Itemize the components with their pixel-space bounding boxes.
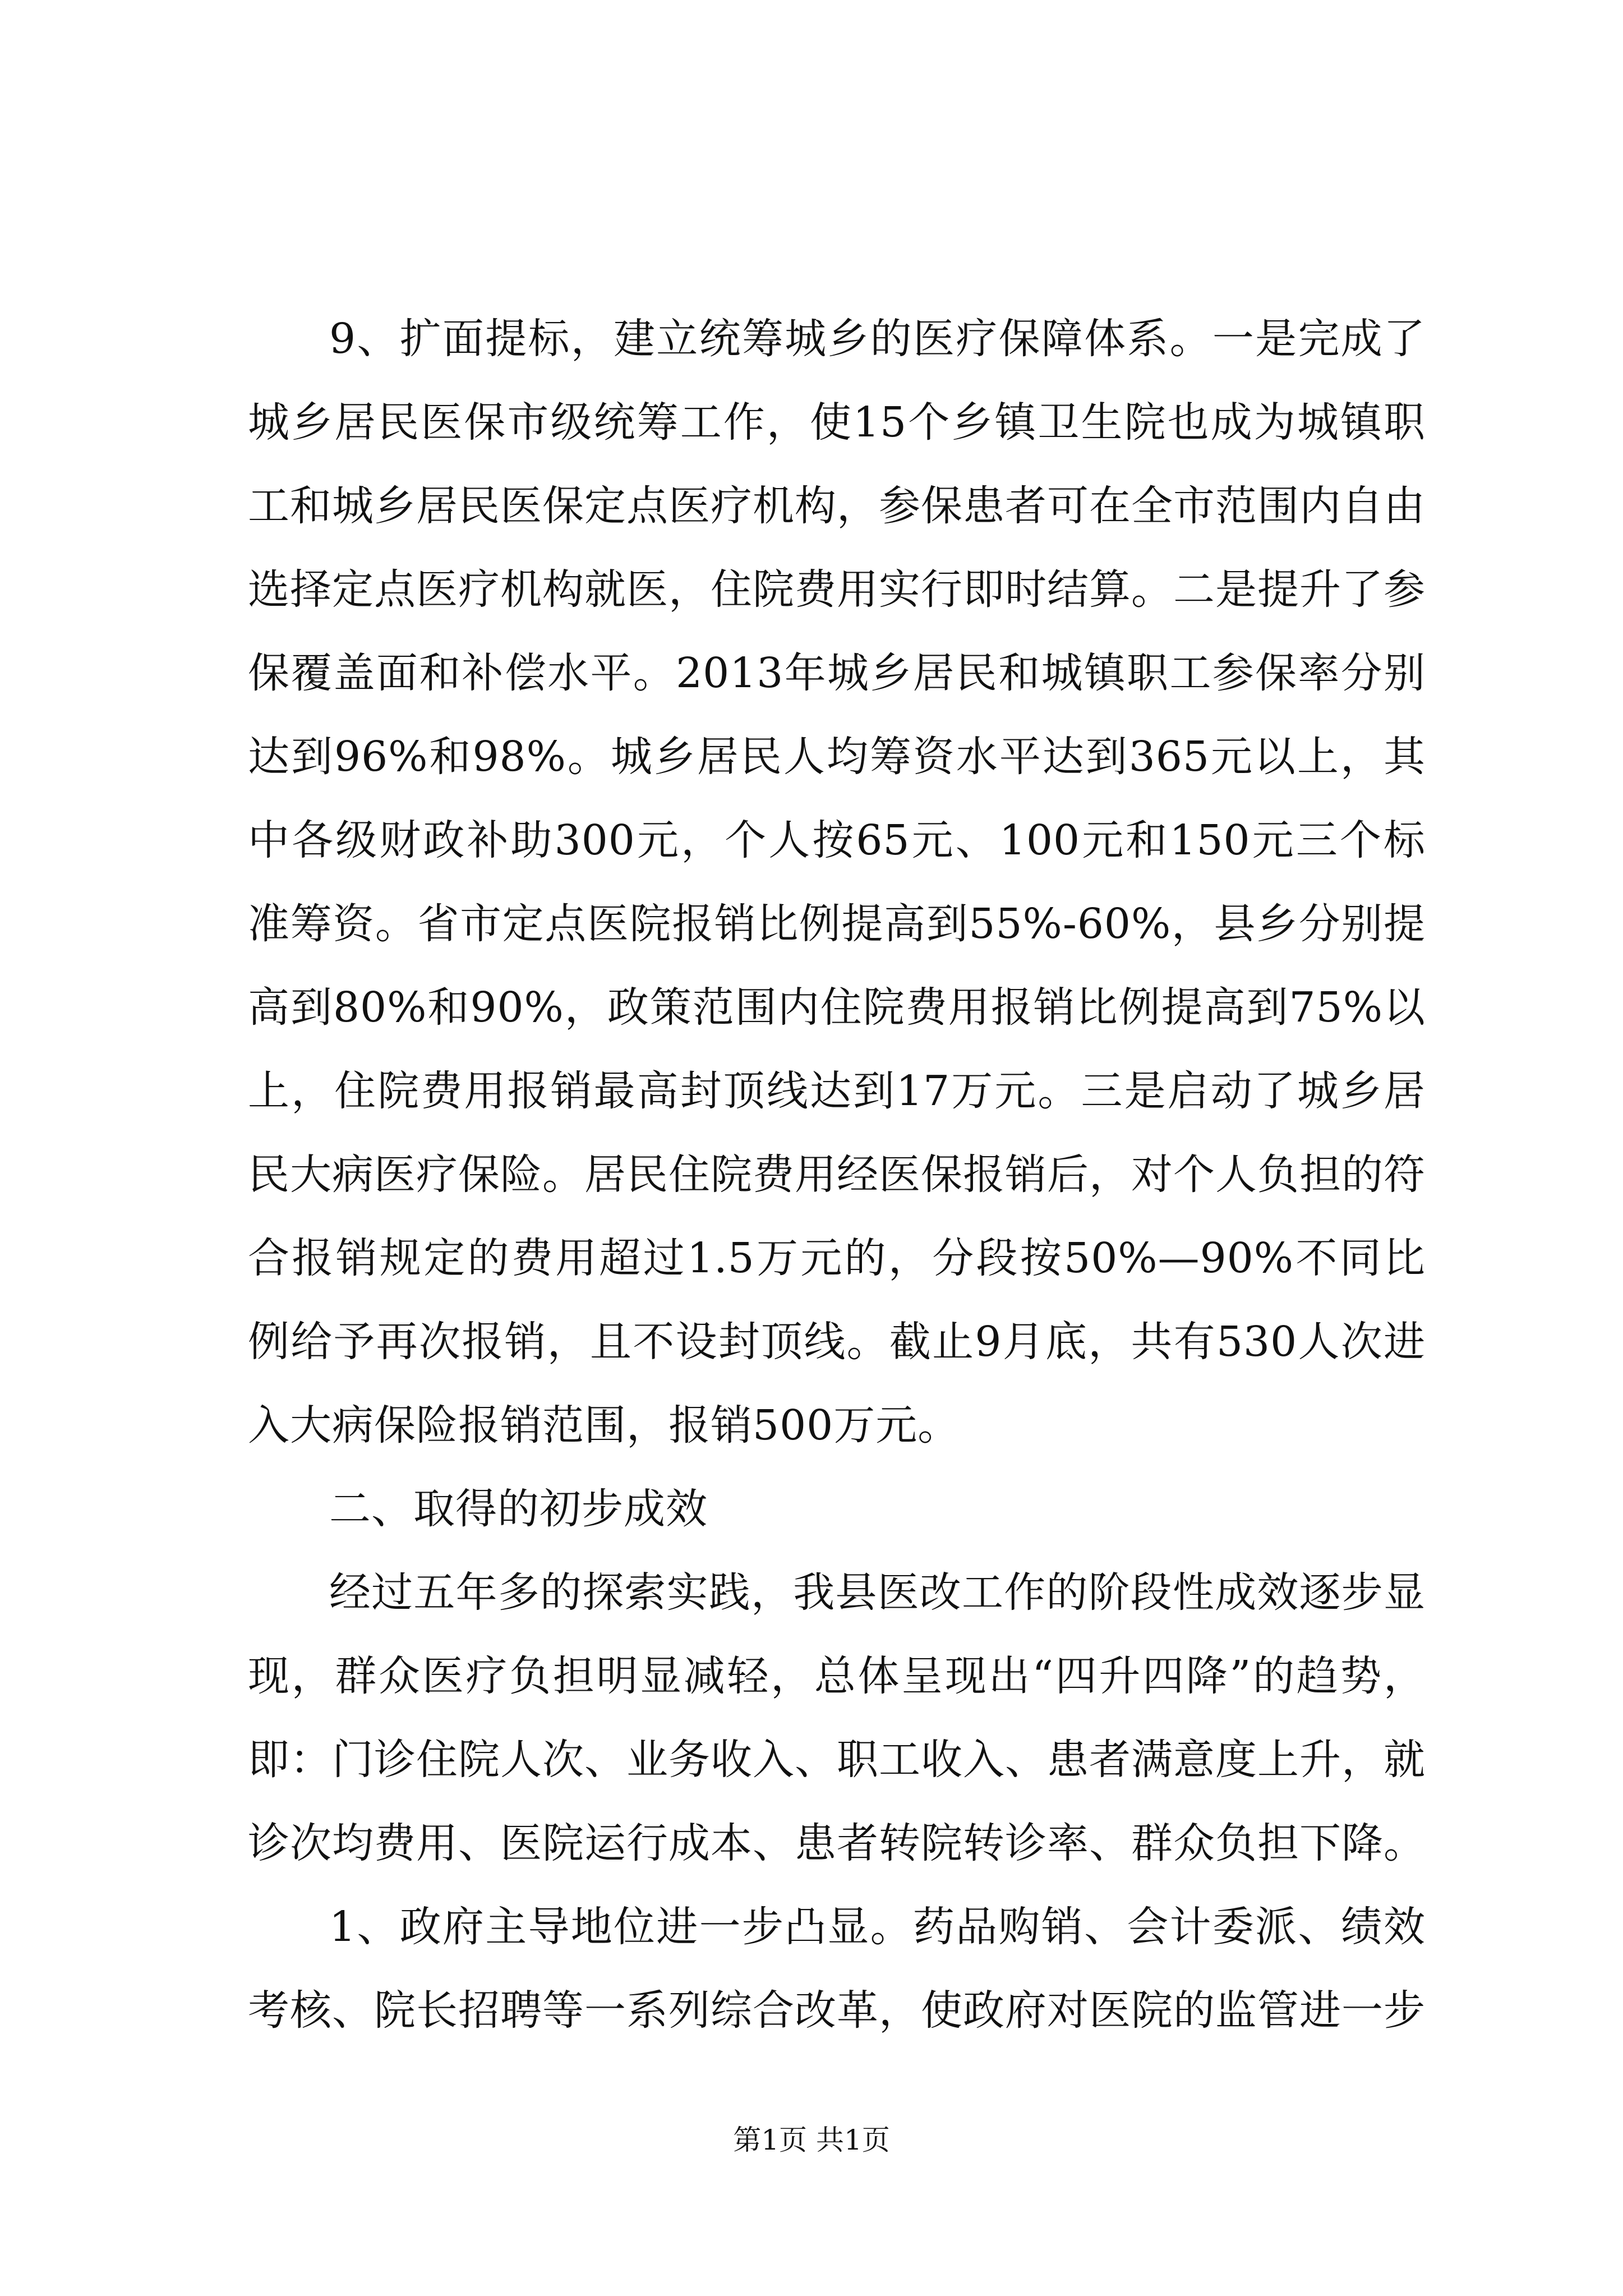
document-body — [248, 297, 1426, 2053]
paragraph-result-1: 1、政府主导地位进一步凸显。药品购销、会计委派、绩效考核、院长招聘等一系列综合改革，使政府对医院的监管进一步 — [248, 1903, 1426, 2035]
paragraph-medical-security: 9、扩面提标，建立统筹城乡的医疗保障体系。一是完成了城乡居民医保市级统筹工作，使15个乡镇卫生院也成为城镇职工和城乡居民医保定点医疗机构，参保患者可在全市范围内自由选择定点医疗机构就医，住院费用实行即时结算。二是提升了参保覆盖面和补偿水平。2013年城乡居民和城镇职工参保率分别达到96%和98%。城乡居民人均筹资水平达到365元以上，其中各级财政补助300元，个人按65元、100元和150元三个标准筹资。省市定点医院报销比例提高到55%-60%，县乡分别提高到80%和90%，政策范围内住院费用报销比例提高到75%以上，住院费用报销最高封顶线达到17万元。三是启动了城乡居民大病医疗保险。居民住院费用经医保报销后，对个人负担的符合报销规定的费用超过1.5万元的，分段按50%—90%不同比例给予再次报销，且不设封顶线。截止9月底，共有530人次进入大病保险报销范围，报销500万元。 — [248, 315, 1426, 1450]
paragraph-results-intro: 经过五年多的探索实践，我县医改工作的阶段性成效逐步显现，群众医疗负担明显减轻，总体呈现出“四升四降”的趋势，即：门诊住院人次、业务收入、职工收入、患者满意度上升，就诊次均费用、医院运行成本、患者转院转诊率、群众负担下降。 — [248, 1568, 1426, 1867]
page-footer: 第1页 共1页 — [733, 2124, 890, 2156]
section-heading: 二、取得的初步成效 — [329, 1485, 708, 1533]
